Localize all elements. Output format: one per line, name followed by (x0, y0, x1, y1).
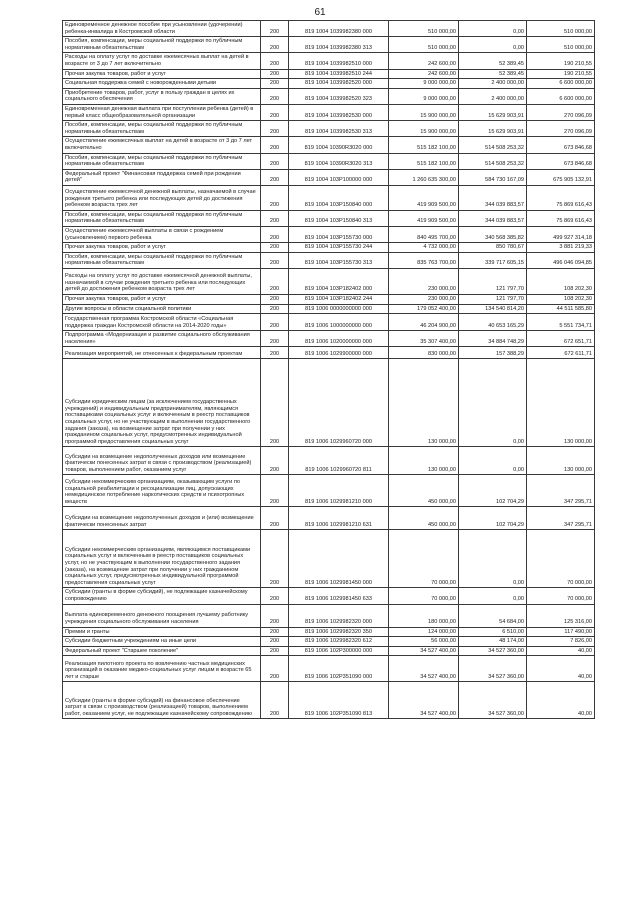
row-executed-amount: 15 629 903,91 (459, 121, 527, 137)
row-executed-amount: 121 797,70 (459, 269, 527, 295)
row-line-code: 200 (261, 682, 289, 719)
row-approved-amount: 830 000,00 (389, 347, 459, 359)
row-description: Пособия, компенсации, меры социальной поддержки по публичным нормативным обязательствам (63, 252, 261, 268)
row-remaining-amount: 108 202,30 (527, 269, 595, 295)
row-remaining-amount: 130 000,00 (527, 359, 595, 447)
row-approved-amount: 15 900 000,00 (389, 104, 459, 120)
row-description: Федеральный проект "Финансовая поддержка семей при рождении детей" (63, 169, 261, 185)
row-executed-amount: 48 174,00 (459, 637, 527, 647)
row-approved-amount: 34 527 400,00 (389, 656, 459, 682)
page-number: 61 (314, 7, 326, 18)
row-remaining-amount: 40,00 (527, 646, 595, 656)
row-remaining-amount: 44 511 585,80 (527, 304, 595, 314)
row-classification-code: 819 1006 1029960720 000 (289, 359, 389, 447)
row-classification-code: 819 1006 1029981210 000 (289, 475, 389, 507)
row-description: Субсидии некоммерческим организациям, являющимся поставщиками социальных услуг и включенным в реестр поставщиков социальных услуг, но не участвующим в выполнении государственного задания (заказа), на возмещение затрат при получении у них гражданином социальных услуг, предусмотренных индивидуальной программой предоставления социальных услуг (63, 530, 261, 588)
row-approved-amount: 230 000,00 (389, 295, 459, 305)
table-row (63, 656, 595, 682)
row-line-code: 200 (261, 507, 289, 530)
row-description: Осуществление ежемесячных выплат на детей в возрасте от 3 до 7 лет включительно (63, 137, 261, 153)
row-approved-amount: 419 909 500,00 (389, 185, 459, 210)
row-executed-amount: 0,00 (459, 359, 527, 447)
row-executed-amount: 344 039 883,57 (459, 210, 527, 226)
row-executed-amount: 40 653 165,29 (459, 314, 527, 331)
row-approved-amount: 180 000,00 (389, 604, 459, 627)
row-classification-code: 819 1006 1029981210 631 (289, 507, 389, 530)
row-description: Расходы на оплату услуг по доставке ежемесячных выплат на детей в возрасте от 3 до 7 лет включительно (63, 53, 261, 69)
row-remaining-amount: 75 869 616,43 (527, 210, 595, 226)
row-line-code: 200 (261, 37, 289, 53)
row-remaining-amount: 6 600 000,00 (527, 88, 595, 104)
row-executed-amount: 339 717 605,15 (459, 252, 527, 268)
table-row (63, 588, 595, 604)
row-description: Осуществление ежемесячной денежной выплаты, назначаемой в случае рождения третьего ребенка или последующих детей до достижения ребенком возраста трех лет (63, 185, 261, 210)
row-remaining-amount: 5 551 734,71 (527, 314, 595, 331)
row-description: Премии и гранты (63, 627, 261, 637)
row-classification-code: 819 1004 1039982520 000 (289, 79, 389, 89)
row-approved-amount: 179 052 400,00 (389, 304, 459, 314)
row-description: Пособия, компенсации, меры социальной поддержки по публичным нормативным обязательствам (63, 37, 261, 53)
row-approved-amount: 9 000 000,00 (389, 79, 459, 89)
row-executed-amount: 52 389,45 (459, 69, 527, 79)
row-line-code: 200 (261, 588, 289, 604)
row-classification-code: 819 1006 1000000000 000 (289, 314, 389, 331)
row-line-code: 200 (261, 53, 289, 69)
row-description: Подпрограмма «Модернизация и развитие социального обслуживания населения» (63, 331, 261, 347)
row-line-code: 200 (261, 121, 289, 137)
row-line-code: 200 (261, 21, 289, 37)
row-executed-amount: 134 540 814,20 (459, 304, 527, 314)
row-remaining-amount: 510 000,00 (527, 21, 595, 37)
row-description: Расходы на оплату услуг по доставке ежемесячной денежной выплаты, назначаемой в случае рождения третьего ребенка или последующих детей до достижения ребенком возраста трех лет (63, 269, 261, 295)
row-approved-amount: 242 600,00 (389, 69, 459, 79)
table-row (63, 682, 595, 719)
row-approved-amount: 1 260 635 300,00 (389, 169, 459, 185)
row-description: Единовременная денежная выплата при поступлении ребенка (детей) в первый класс общеобразовательной организации (63, 104, 261, 120)
table-row (63, 347, 595, 359)
row-description: Социальная поддержка семей с новорожденными детьми (63, 79, 261, 89)
row-line-code: 200 (261, 185, 289, 210)
row-approved-amount: 34 527 400,00 (389, 682, 459, 719)
row-approved-amount: 56 000,00 (389, 637, 459, 647)
budget-table-body (63, 21, 595, 719)
row-line-code: 200 (261, 314, 289, 331)
row-executed-amount: 102 704,29 (459, 507, 527, 530)
row-description: Субсидии на возмещение недополученных доходов и (или) возмещение фактически понесенных затрат (63, 507, 261, 530)
row-executed-amount: 34 527 360,00 (459, 646, 527, 656)
row-approved-amount: 510 000,00 (389, 37, 459, 53)
row-description: Пособия, компенсации, меры социальной поддержки по публичным нормативным обязательствам (63, 153, 261, 169)
row-approved-amount: 419 909 500,00 (389, 210, 459, 226)
row-classification-code: 819 1004 1039982530 313 (289, 121, 389, 137)
row-line-code: 200 (261, 304, 289, 314)
row-description: Федеральный проект "Старшее поколение" (63, 646, 261, 656)
row-approved-amount: 34 527 400,00 (389, 646, 459, 656)
row-line-code: 200 (261, 331, 289, 347)
row-approved-amount: 15 900 000,00 (389, 121, 459, 137)
row-remaining-amount: 70 000,00 (527, 530, 595, 588)
row-executed-amount: 514 508 253,32 (459, 137, 527, 153)
row-executed-amount: 0,00 (459, 447, 527, 475)
row-classification-code: 819 1004 10390R3020 313 (289, 153, 389, 169)
table-row (63, 37, 595, 53)
row-approved-amount: 4 732 000,00 (389, 243, 459, 253)
row-remaining-amount: 70 000,00 (527, 588, 595, 604)
row-executed-amount: 584 730 167,09 (459, 169, 527, 185)
row-classification-code: 819 1006 0000000000 000 (289, 304, 389, 314)
row-remaining-amount: 673 846,68 (527, 137, 595, 153)
table-row (63, 507, 595, 530)
row-classification-code: 819 1006 102P300000 000 (289, 646, 389, 656)
table-row (63, 530, 595, 588)
row-classification-code: 819 1006 1029982320 350 (289, 627, 389, 637)
row-line-code: 200 (261, 627, 289, 637)
row-executed-amount: 340 568 385,82 (459, 227, 527, 243)
row-description: Прочая закупка товаров, работ и услуг (63, 243, 261, 253)
row-description: Прочая закупка товаров, работ и услуг (63, 69, 261, 79)
row-classification-code: 819 1006 1029982320 612 (289, 637, 389, 647)
row-description: Субсидии бюджетным учреждениям на иные цели (63, 637, 261, 647)
row-remaining-amount: 40,00 (527, 656, 595, 682)
row-approved-amount: 515 182 100,00 (389, 137, 459, 153)
row-classification-code: 819 1004 103P155730 000 (289, 227, 389, 243)
table-row (63, 269, 595, 295)
table-row (63, 637, 595, 647)
table-row (63, 475, 595, 507)
row-executed-amount: 2 400 000,00 (459, 79, 527, 89)
row-line-code: 200 (261, 656, 289, 682)
row-remaining-amount: 130 000,00 (527, 447, 595, 475)
row-remaining-amount: 673 846,68 (527, 153, 595, 169)
table-row (63, 243, 595, 253)
row-executed-amount: 34 527 360,00 (459, 656, 527, 682)
row-executed-amount: 15 629 903,91 (459, 104, 527, 120)
row-approved-amount: 70 000,00 (389, 588, 459, 604)
row-remaining-amount: 190 210,55 (527, 69, 595, 79)
table-row (63, 53, 595, 69)
row-executed-amount: 0,00 (459, 530, 527, 588)
row-line-code: 200 (261, 227, 289, 243)
row-classification-code: 819 1006 1029960720 811 (289, 447, 389, 475)
row-remaining-amount: 672 651,71 (527, 331, 595, 347)
row-remaining-amount: 496 046 094,85 (527, 252, 595, 268)
row-remaining-amount: 3 881 219,33 (527, 243, 595, 253)
table-row (63, 21, 595, 37)
row-line-code: 200 (261, 269, 289, 295)
row-executed-amount: 0,00 (459, 21, 527, 37)
row-classification-code: 819 1004 103P150840 313 (289, 210, 389, 226)
row-classification-code: 819 1004 1039982510 244 (289, 69, 389, 79)
row-classification-code: 819 1004 103P150840 000 (289, 185, 389, 210)
row-line-code: 200 (261, 79, 289, 89)
row-remaining-amount: 40,00 (527, 682, 595, 719)
row-remaining-amount: 190 210,55 (527, 53, 595, 69)
row-description: Другие вопросы в области социальной политики (63, 304, 261, 314)
row-remaining-amount: 7 826,00 (527, 637, 595, 647)
table-row (63, 169, 595, 185)
row-description: Приобретение товаров, работ, услуг в пользу граждан в целях их социального обеспечения (63, 88, 261, 104)
row-approved-amount: 835 763 700,00 (389, 252, 459, 268)
row-classification-code: 819 1006 1029981450 633 (289, 588, 389, 604)
row-line-code: 200 (261, 530, 289, 588)
row-remaining-amount: 117 490,00 (527, 627, 595, 637)
row-line-code: 200 (261, 637, 289, 647)
row-remaining-amount: 510 000,00 (527, 37, 595, 53)
row-line-code: 200 (261, 646, 289, 656)
row-description: Выплата единовременного денежного поощрения лучшему работнику учреждения социального обслуживания населения (63, 604, 261, 627)
row-executed-amount: 0,00 (459, 37, 527, 53)
row-classification-code: 819 1004 1039982510 000 (289, 53, 389, 69)
table-row (63, 88, 595, 104)
row-description: Реализация пилотного проекта по вовлечению частных медицинских организаций в оказание медико-социальных услуг лицам в возрасте 65 лет и старше (63, 656, 261, 682)
row-remaining-amount: 108 202,30 (527, 295, 595, 305)
row-executed-amount: 344 039 883,57 (459, 185, 527, 210)
row-classification-code: 819 1004 103P155730 244 (289, 243, 389, 253)
row-description: Субсидии на возмещение недополученных доходов или возмещение фактически понесенных затрат в связи с производством (реализацией) товаров, выполнением работ, оказанием услуг (63, 447, 261, 475)
table-row (63, 295, 595, 305)
row-remaining-amount: 125 316,00 (527, 604, 595, 627)
row-line-code: 200 (261, 604, 289, 627)
row-executed-amount: 6 510,00 (459, 627, 527, 637)
row-classification-code: 819 1004 103P182402 000 (289, 269, 389, 295)
row-remaining-amount: 347 295,71 (527, 475, 595, 507)
row-remaining-amount: 499 927 314,18 (527, 227, 595, 243)
row-approved-amount: 130 000,00 (389, 359, 459, 447)
row-remaining-amount: 270 096,09 (527, 104, 595, 120)
row-description: Пособия, компенсации, меры социальной поддержки по публичным нормативным обязательствам (63, 121, 261, 137)
row-line-code: 200 (261, 88, 289, 104)
row-executed-amount: 2 400 000,00 (459, 88, 527, 104)
row-line-code: 200 (261, 475, 289, 507)
row-approved-amount: 510 000,00 (389, 21, 459, 37)
table-row (63, 252, 595, 268)
budget-table (62, 20, 595, 719)
table-row (63, 447, 595, 475)
row-description: Единовременное денежное пособие при усыновлении (удочерении) ребенка-инвалида в Костромской области (63, 21, 261, 37)
row-description: Прочая закупка товаров, работ и услуг (63, 295, 261, 305)
row-remaining-amount: 675 905 132,91 (527, 169, 595, 185)
row-line-code: 200 (261, 169, 289, 185)
row-executed-amount: 514 508 253,32 (459, 153, 527, 169)
row-classification-code: 819 1004 1039982380 313 (289, 37, 389, 53)
row-line-code: 200 (261, 295, 289, 305)
row-description: Осуществление ежемесячной выплаты в связи с рождением (усыновлением) первого ребенка (63, 227, 261, 243)
row-remaining-amount: 672 611,71 (527, 347, 595, 359)
row-classification-code: 819 1004 103P182402 244 (289, 295, 389, 305)
row-approved-amount: 130 000,00 (389, 447, 459, 475)
row-remaining-amount: 270 096,09 (527, 121, 595, 137)
table-row (63, 314, 595, 331)
row-description: Субсидии юридическим лицам (за исключением государственных учреждений) и индивидуальным предпринимателям, являющимся поставщиками социальных услуг и включенным в реестр поставщиков социальных услуг, но не участвующим в выполнении государственного задания (заказа), на возмещение затрат при получении у них гражданином социальных услуг, предусмотренных индивидуальной программой предоставления социальных услуг (63, 359, 261, 447)
row-executed-amount: 157 388,29 (459, 347, 527, 359)
row-classification-code: 819 1004 103P155730 313 (289, 252, 389, 268)
row-approved-amount: 35 307 400,00 (389, 331, 459, 347)
row-remaining-amount: 6 600 000,00 (527, 79, 595, 89)
row-classification-code: 819 1004 1039982530 000 (289, 104, 389, 120)
row-approved-amount: 242 600,00 (389, 53, 459, 69)
row-executed-amount: 102 704,29 (459, 475, 527, 507)
table-row (63, 153, 595, 169)
row-line-code: 200 (261, 252, 289, 268)
row-classification-code: 819 1006 1029900000 000 (289, 347, 389, 359)
row-classification-code: 819 1006 1020000000 000 (289, 331, 389, 347)
row-line-code: 200 (261, 347, 289, 359)
row-classification-code: 819 1006 102P351090 000 (289, 656, 389, 682)
row-remaining-amount: 347 295,71 (527, 507, 595, 530)
table-row (63, 137, 595, 153)
row-approved-amount: 230 000,00 (389, 269, 459, 295)
table-row (63, 331, 595, 347)
row-description: Субсидии некоммерческим организациям, оказывающим услуги по социальной реабилитации и ресоциализации лиц, допускающих немедицинское потребление наркотических средств и психотропных веществ (63, 475, 261, 507)
row-remaining-amount: 75 869 616,43 (527, 185, 595, 210)
row-line-code: 200 (261, 243, 289, 253)
table-row (63, 79, 595, 89)
row-line-code: 200 (261, 104, 289, 120)
table-row (63, 627, 595, 637)
row-line-code: 200 (261, 69, 289, 79)
row-executed-amount: 34 884 748,29 (459, 331, 527, 347)
row-classification-code: 819 1004 10390R3020 000 (289, 137, 389, 153)
row-executed-amount: 54 684,00 (459, 604, 527, 627)
table-row (63, 227, 595, 243)
row-classification-code: 819 1006 1029982320 000 (289, 604, 389, 627)
row-line-code: 200 (261, 153, 289, 169)
row-description: Пособия, компенсации, меры социальной поддержки по публичным нормативным обязательствам (63, 210, 261, 226)
table-row (63, 69, 595, 79)
row-classification-code: 819 1006 102P351090 813 (289, 682, 389, 719)
row-description: Реализация мероприятий, не отнесенных к федеральным проектам (63, 347, 261, 359)
table-row (63, 646, 595, 656)
row-line-code: 200 (261, 447, 289, 475)
row-line-code: 200 (261, 210, 289, 226)
row-approved-amount: 450 000,00 (389, 475, 459, 507)
row-executed-amount: 121 797,70 (459, 295, 527, 305)
row-description: Государственная программа Костромской области «Социальная поддержка граждан Костромской области на 2014-2020 годы» (63, 314, 261, 331)
table-row (63, 210, 595, 226)
row-executed-amount: 0,00 (459, 588, 527, 604)
table-row (63, 185, 595, 210)
table-row (63, 304, 595, 314)
row-approved-amount: 9 000 000,00 (389, 88, 459, 104)
row-approved-amount: 124 000,00 (389, 627, 459, 637)
row-approved-amount: 515 182 100,00 (389, 153, 459, 169)
row-executed-amount: 52 389,45 (459, 53, 527, 69)
row-approved-amount: 70 000,00 (389, 530, 459, 588)
table-row (63, 359, 595, 447)
row-line-code: 200 (261, 359, 289, 447)
row-classification-code: 819 1004 103P100000 000 (289, 169, 389, 185)
row-classification-code: 819 1004 1039982380 000 (289, 21, 389, 37)
table-row (63, 604, 595, 627)
row-line-code: 200 (261, 137, 289, 153)
row-executed-amount: 850 780,67 (459, 243, 527, 253)
row-approved-amount: 46 204 900,00 (389, 314, 459, 331)
table-row (63, 121, 595, 137)
row-description: Субсидии (гранты в форме субсидий), не подлежащие казначейскому сопровождению (63, 588, 261, 604)
table-row (63, 104, 595, 120)
row-description: Субсидии (гранты в форме субсидий) на финансовое обеспечение затрат в связи с производством (реализацией) товаров, выполнением работ, оказанием услуг, не подлежащие казначейскому сопровождению (63, 682, 261, 719)
row-classification-code: 819 1004 1039982520 323 (289, 88, 389, 104)
row-classification-code: 819 1006 1029981450 000 (289, 530, 389, 588)
row-approved-amount: 840 495 700,00 (389, 227, 459, 243)
row-approved-amount: 450 000,00 (389, 507, 459, 530)
row-executed-amount: 34 527 360,00 (459, 682, 527, 719)
